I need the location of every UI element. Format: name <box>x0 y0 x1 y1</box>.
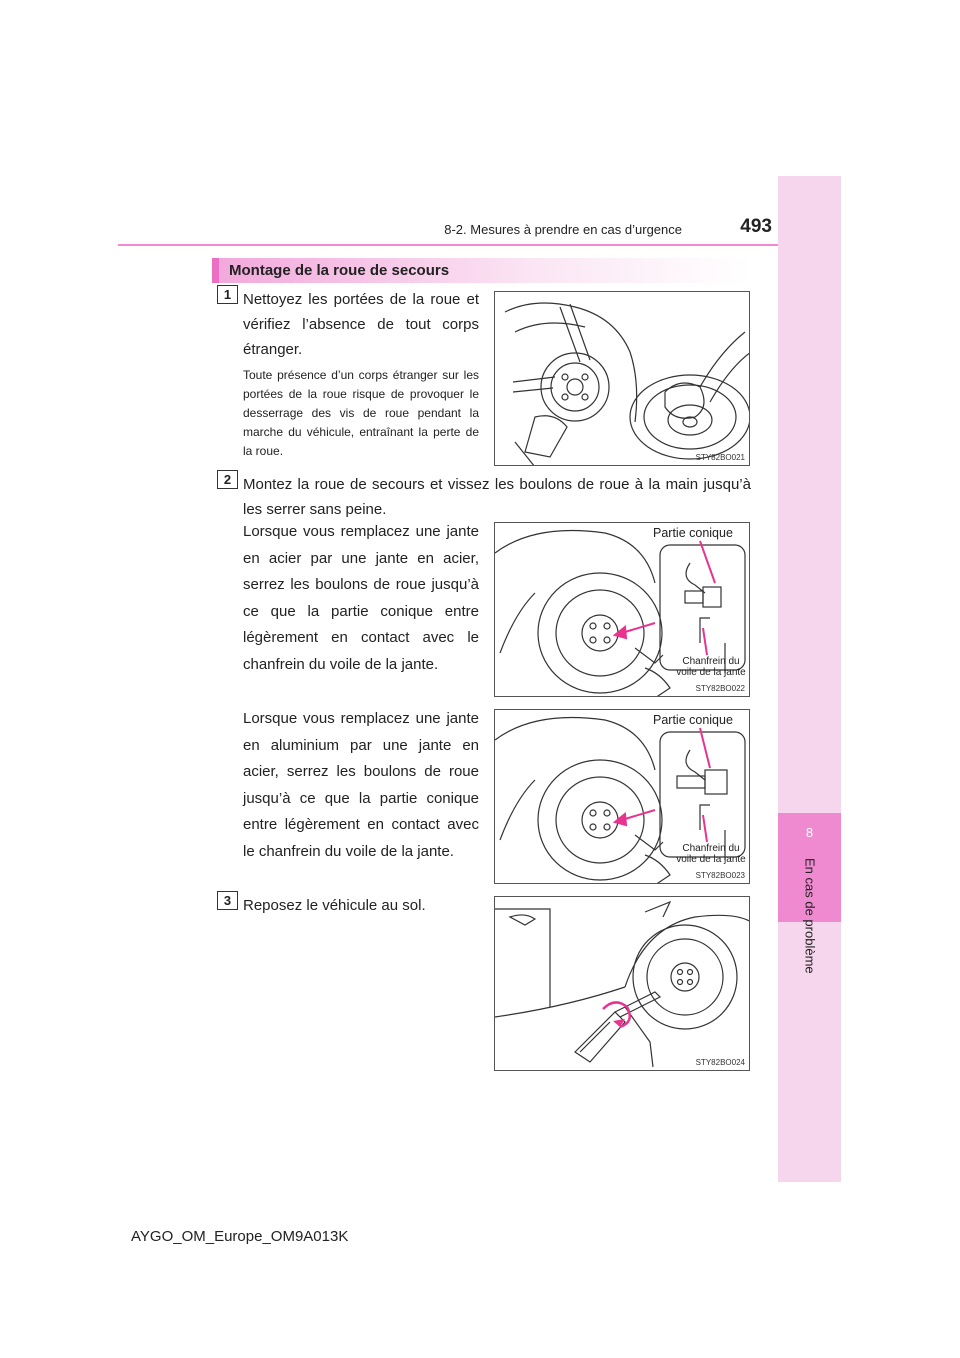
step-text: Montez la roue de secours et vissez les boulons de roue à la main jusqu’à les serrer sans peine. <box>243 476 751 518</box>
callout-chamfer: Chanfrein du voile de la jante <box>676 843 746 865</box>
illustration-clean-wheel <box>495 292 750 466</box>
figure-code: STY82BO021 <box>695 453 745 462</box>
chapter-title: En cas de problème <box>802 858 818 974</box>
figure-code: STY82BO024 <box>695 1058 745 1067</box>
section-title: Montage de la roue de secours <box>229 262 450 279</box>
callout-tapered-part: Partie conique <box>653 713 733 727</box>
illustration-lower-vehicle <box>495 897 750 1071</box>
chapter-number: 8 <box>805 825 814 840</box>
step-number: 3 <box>217 891 238 910</box>
header-rule <box>118 244 841 246</box>
step-number: 1 <box>217 285 238 304</box>
step-text: Nettoyez les portées de la roue et vérifiez l’absence de tout corps étranger. <box>243 291 479 358</box>
step-text: Reposez le véhicule au sol. <box>243 897 426 914</box>
case-text: Lorsque vous remplacez une jante en acier par une jante en acier, serrez les boulons de roue jusqu’à ce que la partie conique entre légèrement en contact avec le chanfrein du voile de la jante. <box>243 523 479 673</box>
figure-code: STY82BO023 <box>695 871 745 880</box>
figure-steel-rim <box>494 522 750 697</box>
callout-tapered-part: Partie conique <box>653 526 733 540</box>
section-title-bar <box>212 258 749 283</box>
figure-code: STY82BO022 <box>695 684 745 693</box>
callout-chamfer: Chanfrein du voile de la jante <box>676 656 746 678</box>
figure-aluminium-rim <box>494 709 750 884</box>
section-heading: 8-2. Mesures à prendre en cas d’urgence <box>444 222 682 237</box>
step-number: 2 <box>217 470 238 489</box>
page-number: 493 <box>740 216 772 237</box>
step-note: Toute présence d’un corps étranger sur les portées de la roue risque de provoquer le desserrage des vis de roue pendant la marche du véhicule, entraînant la perte de la roue. <box>243 368 479 458</box>
footer-manual-code: AYGO_OM_Europe_OM9A013K <box>131 1228 349 1245</box>
figure-lower-vehicle <box>494 896 750 1071</box>
figure-clean-wheel <box>494 291 750 466</box>
case-text: Lorsque vous remplacez une jante en aluminium par une jante en acier, serrez les boulons de roue jusqu’à ce que la partie conique entre légèrement en contact avec le chanfrein du voile de la jante. <box>243 710 479 860</box>
